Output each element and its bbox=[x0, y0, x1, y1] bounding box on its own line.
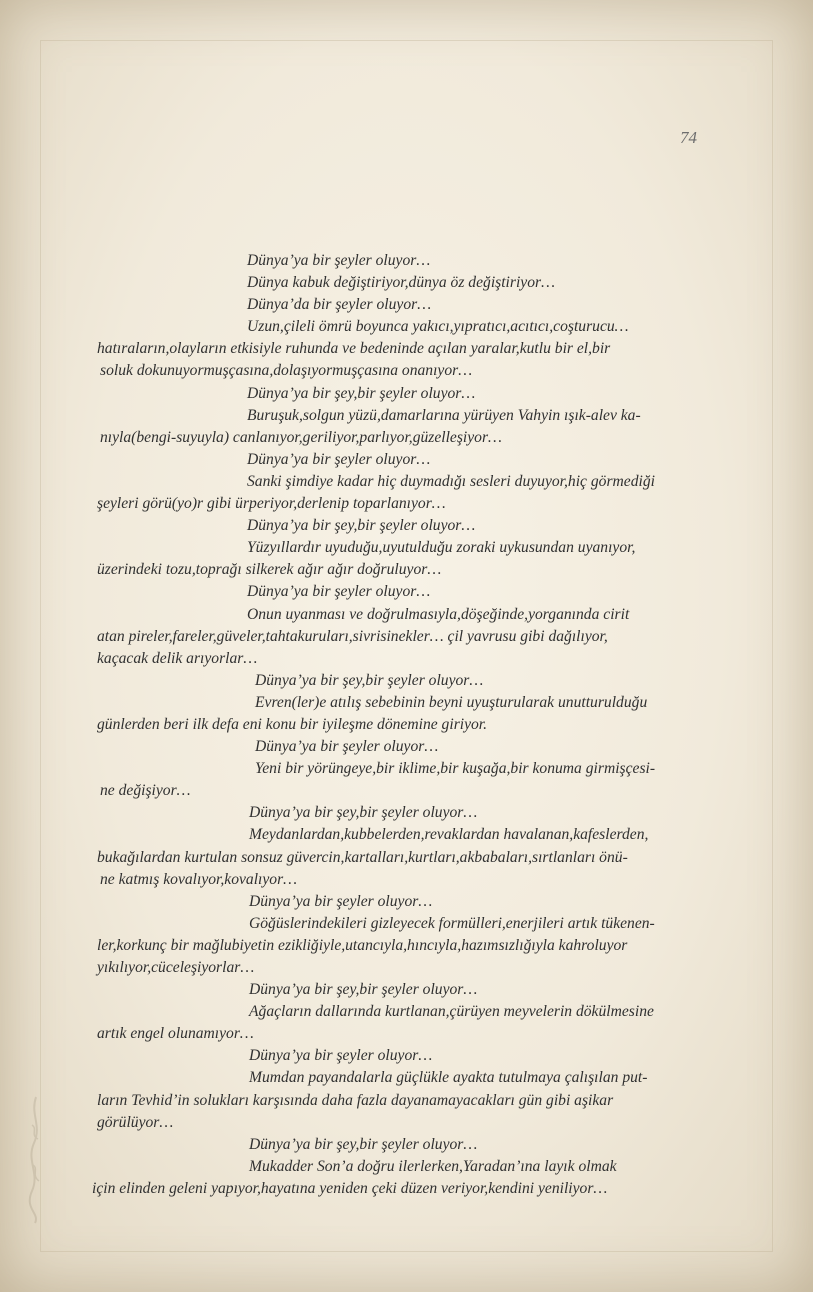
text-line: Dünya’ya bir şeyler oluyor… bbox=[247, 583, 431, 601]
text-line: Yüzyıllardır uyuduğu,uyutulduğu zoraki uykusundan uyanıyor, bbox=[247, 539, 636, 557]
text-line: ların Tevhid’in solukları karşısında daha fazla dayanamayacakları gün gibi aşikar bbox=[97, 1091, 614, 1109]
text-line: soluk dokunuyormuşçasına,dolaşıyormuşçasına onanıyor… bbox=[100, 362, 473, 380]
text-line: Dünya’ya bir şey,bir şeyler oluyor… bbox=[249, 981, 478, 999]
text-line: ne katmış kovalıyor,kovalıyor… bbox=[100, 870, 298, 888]
text-line: ler,korkunç bir mağlubiyetin ezikliğiyle,utancıyla,hıncıyla,hazımsızlığıyla kahroluyor bbox=[97, 936, 628, 954]
text-line: artık engel olunamıyor… bbox=[97, 1025, 254, 1043]
text-line: Dünya’ya bir şey,bir şeyler oluyor… bbox=[247, 517, 476, 535]
text-line: Dünya’ya bir şeyler oluyor… bbox=[247, 450, 431, 468]
text-line: Göğüslerindekileri gizleyecek formülleri,enerjileri artık tükenen- bbox=[249, 914, 655, 932]
text-line: Mumdan payandalarla güçlükle ayakta tutulmaya çalışılan put- bbox=[249, 1069, 648, 1087]
text-line: Sanki şimdiye kadar hiç duymadığı sesleri duyuyor,hiç görmediği bbox=[247, 472, 655, 490]
text-line: Meydanlardan,kubbelerden,revaklardan havalanan,kafeslerden, bbox=[249, 826, 649, 844]
text-line: Dünya’ya bir şeyler oluyor… bbox=[255, 738, 439, 756]
text-line: Buruşuk,solgun yüzü,damarlarına yürüyen Vahyin ışık-alev ka- bbox=[247, 406, 641, 424]
page-number: 74 bbox=[680, 128, 697, 147]
text-line: ne değişiyor… bbox=[100, 782, 191, 800]
text-line: yıkılıyor,cüceleşiyorlar… bbox=[97, 959, 255, 976]
text-line: Dünya’ya bir şeyler oluyor… bbox=[247, 252, 431, 269]
text-line: şeyleri görü(yo)r gibi ürperiyor,derlenip toparlanıyor… bbox=[97, 495, 446, 513]
text-line: Mukadder Son’a doğru ilerlerken,Yaradan’ına layık olmak bbox=[249, 1157, 617, 1175]
text-line: Dünya kabuk değiştiriyor,dünya öz değiştiriyor… bbox=[247, 274, 555, 292]
vertical-signature-watermark bbox=[26, 1095, 46, 1225]
text-line: Dünya’ya bir şeyler oluyor… bbox=[249, 1047, 433, 1065]
text-line: Onun uyanması ve doğrulmasıyla,döşeğinde,yorganında cirit bbox=[247, 605, 630, 623]
text-line: Dünya’ya bir şey,bir şeyler oluyor… bbox=[247, 384, 476, 402]
poem-text-block bbox=[92, 250, 742, 1200]
text-line: Yeni bir yörüngeye,bir iklime,bir kuşağa,bir konuma girmişçesi- bbox=[255, 760, 656, 778]
text-line: üzerindeki tozu,toprağı silkerek ağır ağır doğruluyor… bbox=[97, 561, 442, 579]
text-line: bukağılardan kurtulan sonsuz güvercin,kartalları,kurtları,akbabaları,sırtlanları önü- bbox=[97, 848, 628, 866]
text-line: kaçacak delik arıyorlar… bbox=[97, 649, 258, 667]
text-line: için elinden geleni yapıyor,hayatına yeniden çeki düzen veriyor,kendini yeniliyor… bbox=[92, 1179, 608, 1197]
text-line: Dünya’ya bir şey,bir şeyler oluyor… bbox=[255, 671, 484, 689]
text-line: Dünya’ya bir şeyler oluyor… bbox=[249, 892, 433, 910]
text-line: görülüyor… bbox=[97, 1113, 174, 1131]
text-line: nıyla(bengi-suyuyla) canlanıyor,geriliyor,parlıyor,güzelleşiyor… bbox=[100, 428, 502, 446]
text-line: Uzun,çileli ömrü boyunca yakıcı,yıpratıcı,acıtıcı,coşturucu… bbox=[247, 318, 629, 336]
text-line: Dünya’ya bir şey,bir şeyler oluyor… bbox=[249, 804, 478, 822]
text-line: atan pireler,fareler,güveler,tahtakuruları,sivrisinekler… çil yavrusu gibi dağılıyor, bbox=[97, 627, 608, 645]
text-line: günlerden beri ilk defa eni konu bir iyileşme dönemine giriyor. bbox=[97, 715, 488, 733]
text-line: hatıraların,olayların etkisiyle ruhunda ve bedeninde açılan yaralar,kutlu bir el,bir bbox=[97, 340, 611, 358]
text-line: Dünya’ya bir şey,bir şeyler oluyor… bbox=[249, 1135, 478, 1153]
text-line: Ağaçların dallarında kurtlanan,çürüyen meyvelerin dökülmesine bbox=[249, 1003, 654, 1021]
text-line: Dünya’da bir şeyler oluyor… bbox=[247, 296, 432, 314]
text-line: Evren(ler)e atılış sebebinin beyni uyuşturularak unutturulduğu bbox=[255, 693, 648, 711]
